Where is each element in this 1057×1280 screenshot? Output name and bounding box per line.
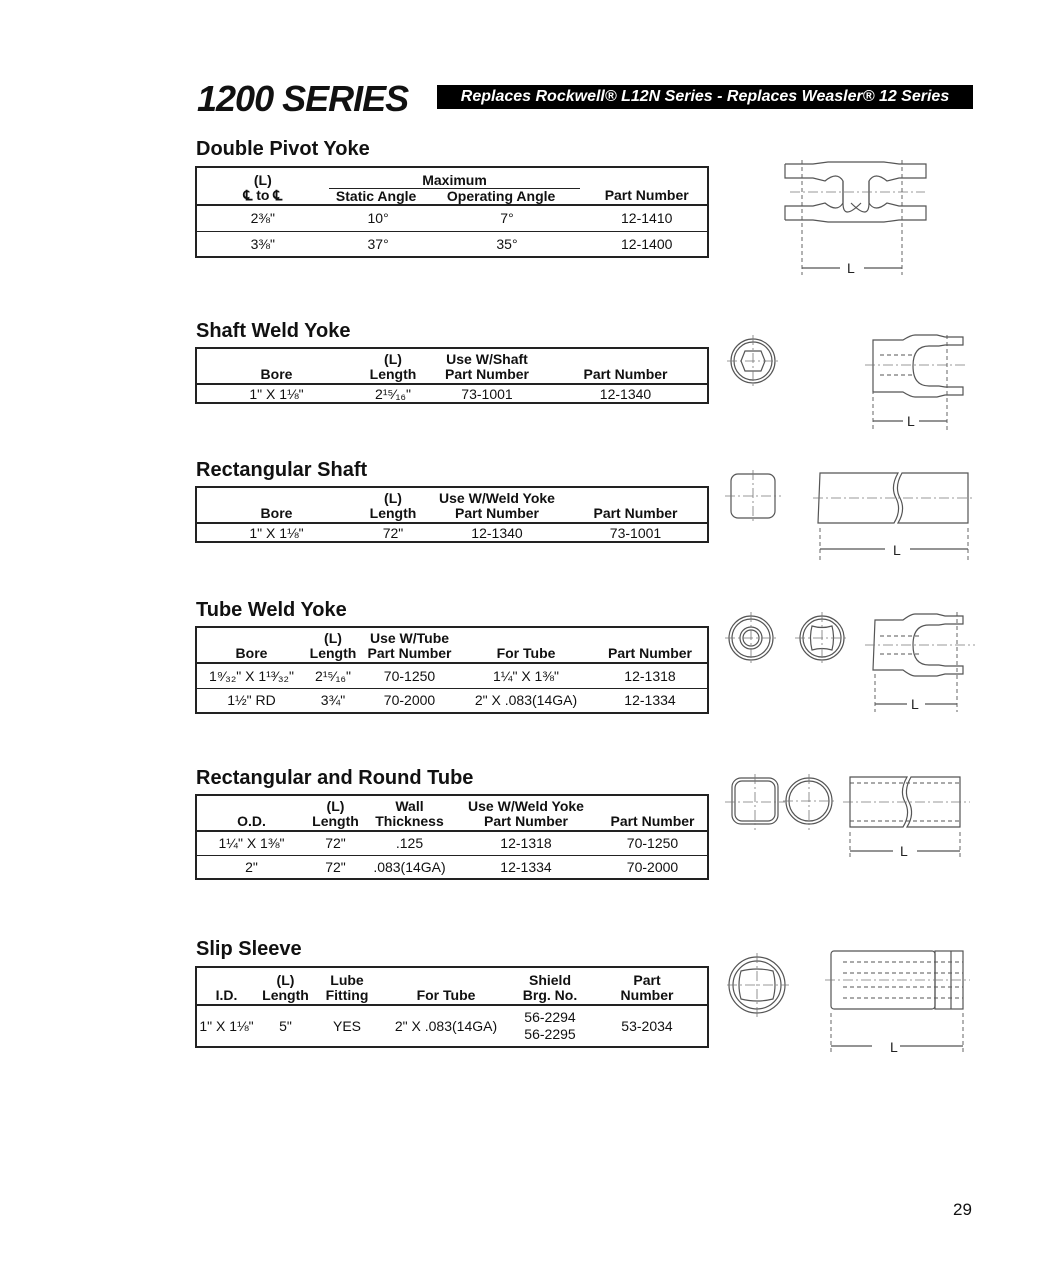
dimension-label-l: L — [847, 260, 855, 276]
col-l: (L) — [276, 972, 295, 988]
cell-bore: 1½" RD — [196, 688, 306, 713]
cell-length: 3⅜" — [196, 231, 329, 257]
col-use-weld-yoke-part: Part Number — [454, 505, 540, 521]
table-row — [196, 205, 708, 231]
page-number: 29 — [953, 1200, 972, 1219]
cell-length: 2¹⁵⁄₁₆" — [306, 663, 360, 688]
cell-operating-angle: 7° — [428, 205, 587, 231]
col-part-number: Part Number — [593, 627, 708, 663]
col-for-tube: For Tube — [379, 967, 513, 1005]
dimension-label-l: L — [893, 542, 901, 558]
rect-round-tube-drawing — [725, 774, 985, 864]
table-row — [196, 663, 708, 688]
cell-part-number: 12-1400 — [586, 231, 708, 257]
col-l: (L) — [326, 798, 345, 814]
cell-use-weld-yoke: 12-1340 — [430, 523, 564, 542]
col-l: (L) — [324, 630, 342, 646]
cell-od: 2" — [196, 855, 306, 879]
section-title-rect-round-tube: Rectangular and Round Tube — [196, 767, 474, 789]
col-part-number: Part Number — [544, 348, 708, 384]
cell-use-shaft: 73-1001 — [430, 384, 544, 403]
cell-bore: 1⁹⁄₃₂" X 1¹³⁄₃₂" — [196, 663, 306, 688]
replaces-banner: Replaces Rockwell® L12N Series - Replaces Weasler® 12 Series — [437, 85, 973, 109]
cell-part-number: 12-1318 — [593, 663, 708, 688]
cell-static-angle: 10° — [329, 205, 428, 231]
section-title-slip-sleeve: Slip Sleeve — [196, 938, 302, 960]
col-for-tube: For Tube — [459, 627, 593, 663]
col-use-weld-yoke: Use W/Weld Yoke — [468, 798, 584, 814]
cell-use-tube: 70-1250 — [360, 663, 459, 688]
shaft-weld-yoke-drawing — [725, 335, 985, 435]
col-bore: Bore — [196, 487, 356, 523]
cell-for-tube: 2" X .083(14GA) — [459, 688, 593, 713]
col-od: O.D. — [196, 795, 306, 831]
col-bore: Bore — [196, 348, 356, 384]
col-use-weld-yoke-part: Part Number — [483, 813, 569, 829]
slip-sleeve-table — [195, 966, 709, 1048]
cell-part-number: 73-1001 — [564, 523, 708, 542]
col-l: (L) — [384, 490, 402, 506]
rectangular-shaft-drawing — [725, 470, 985, 565]
cell-length: 72" — [306, 855, 365, 879]
col-wall-thickness: Thickness — [375, 813, 444, 829]
col-static-angle: Static Angle — [335, 188, 417, 204]
section-title-shaft-weld-yoke: Shaft Weld Yoke — [196, 320, 351, 342]
col-use-tube: Use W/Tube — [369, 630, 450, 646]
cell-part-number: 70-2000 — [598, 855, 708, 879]
col-part-number: Number — [620, 987, 674, 1003]
cell-length: 5" — [256, 1005, 315, 1047]
col-part-number: Part Number — [564, 487, 708, 523]
rect-round-tube-table — [195, 794, 709, 880]
col-use-shaft-part: Part Number — [444, 366, 530, 382]
cell-length: 3¾" — [306, 688, 360, 713]
col-use-shaft: Use W/Shaft — [446, 351, 528, 367]
rectangular-shaft-table — [195, 486, 709, 543]
col-l: (L) — [384, 351, 402, 367]
dimension-label-l: L — [900, 843, 908, 859]
col-lube-fitting: Fitting — [325, 987, 369, 1003]
cell-od: 1¼" X 1⅜" — [196, 831, 306, 855]
cell-part-number: 53-2034 — [587, 1005, 708, 1047]
col-id: I.D. — [196, 967, 256, 1005]
cell-shield-brg-1: 56-2294 — [524, 1009, 576, 1025]
cell-part-number: 12-1334 — [593, 688, 708, 713]
col-length: Length — [309, 645, 357, 661]
cell-bore: 1" X 1⅛" — [196, 523, 356, 542]
series-title: 1200 SERIES — [197, 78, 409, 119]
cell-use-weld-yoke: 12-1318 — [454, 831, 598, 855]
double-pivot-yoke-table — [195, 166, 709, 258]
col-length-sub: ℄ to ℄ — [243, 187, 283, 203]
col-lube: Lube — [330, 972, 364, 988]
col-shield: Shield — [528, 972, 571, 988]
table-row — [196, 231, 708, 257]
cell-wall-thickness: .125 — [365, 831, 454, 855]
section-title-rectangular-shaft: Rectangular Shaft — [196, 459, 368, 481]
col-length: Length — [369, 366, 417, 382]
col-length: Length — [262, 987, 309, 1003]
col-length-l: (L) — [253, 172, 272, 188]
table-row — [196, 1005, 708, 1047]
cell-part-number: 12-1410 — [586, 205, 708, 231]
slip-sleeve-drawing — [725, 945, 985, 1060]
col-part: Part — [633, 972, 661, 988]
cell-operating-angle: 35° — [428, 231, 587, 257]
tube-weld-yoke-drawing — [725, 612, 985, 717]
col-maximum: Maximum — [329, 173, 581, 189]
table-row — [196, 384, 708, 403]
tube-weld-yoke-table — [195, 626, 709, 714]
table-row — [196, 855, 708, 879]
col-part-number: Part Number — [586, 167, 708, 205]
cell-use-tube: 70-2000 — [360, 688, 459, 713]
cell-length: 72" — [356, 523, 430, 542]
cell-id: 1" X 1⅛" — [196, 1005, 256, 1047]
table-row — [196, 831, 708, 855]
cell-part-number: 12-1340 — [544, 384, 708, 403]
section-title-double-pivot-yoke: Double Pivot Yoke — [196, 138, 370, 160]
shaft-weld-yoke-table — [195, 347, 709, 404]
table-row — [196, 688, 708, 713]
dimension-label-l: L — [911, 696, 919, 712]
section-title-tube-weld-yoke: Tube Weld Yoke — [196, 599, 347, 621]
cell-part-number: 70-1250 — [598, 831, 708, 855]
dimension-label-l: L — [907, 413, 915, 429]
dimension-label-l: L — [890, 1039, 898, 1055]
cell-bore: 1" X 1⅛" — [196, 384, 356, 403]
table-row — [196, 523, 708, 542]
col-operating-angle: Operating Angle — [446, 188, 556, 204]
cell-shield-brg-2: 56-2295 — [524, 1026, 576, 1042]
double-pivot-yoke-drawing — [780, 160, 980, 280]
cell-lube-fitting: YES — [315, 1005, 379, 1047]
col-wall: Wall — [395, 798, 424, 814]
cell-length: 2¹⁵⁄₁₆" — [356, 384, 430, 403]
cell-for-tube: 2" X .083(14GA) — [379, 1005, 513, 1047]
col-length: Length — [369, 505, 417, 521]
cell-use-weld-yoke: 12-1334 — [454, 855, 598, 879]
cell-for-tube: 1¼" X 1⅜" — [459, 663, 593, 688]
cell-length: 72" — [306, 831, 365, 855]
col-part-number: Part Number — [598, 795, 708, 831]
cell-wall-thickness: .083(14GA) — [365, 855, 454, 879]
col-length: Length — [312, 813, 359, 829]
cell-length: 2⅜" — [196, 205, 329, 231]
col-use-weld-yoke: Use W/Weld Yoke — [439, 490, 555, 506]
col-shield-brg-no: Brg. No. — [522, 987, 578, 1003]
cell-static-angle: 37° — [329, 231, 428, 257]
col-use-tube-part: Part Number — [367, 645, 452, 661]
col-bore: Bore — [196, 627, 306, 663]
